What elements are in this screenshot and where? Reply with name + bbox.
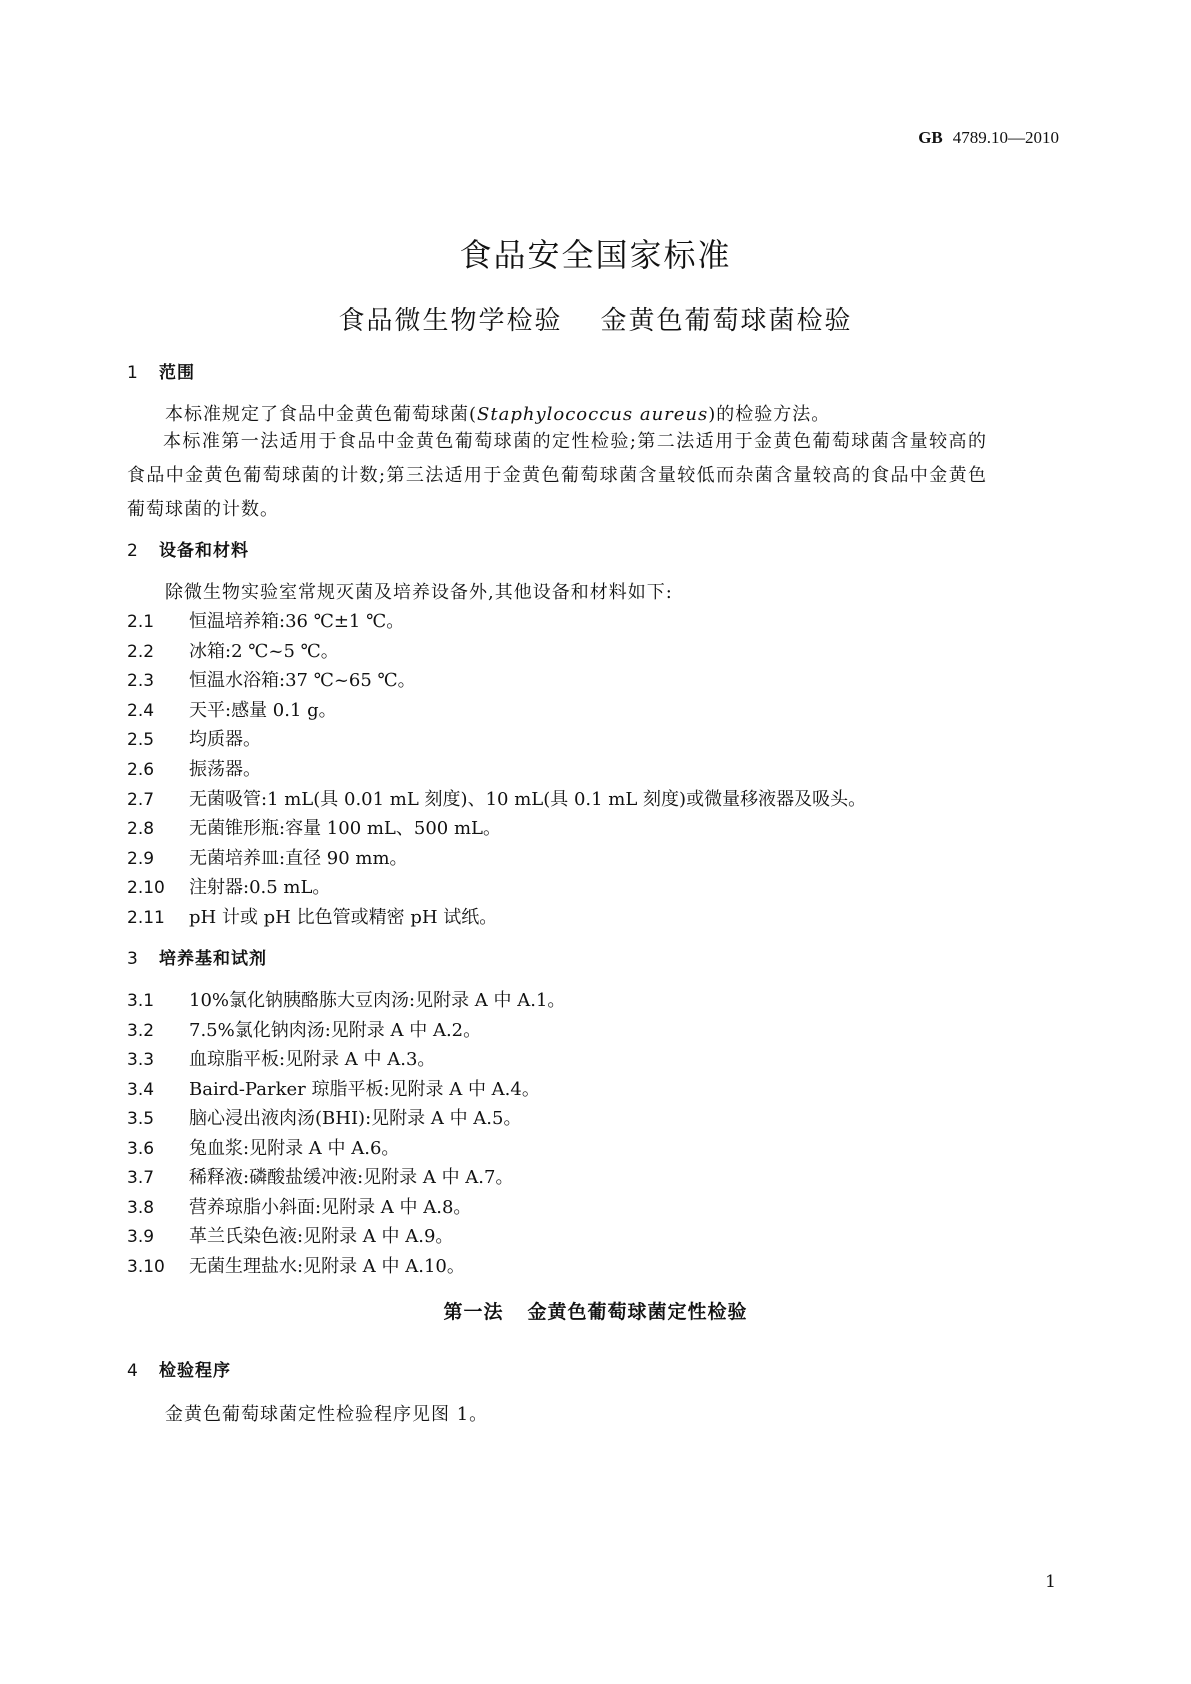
page-title: 食品安全国家标准 — [459, 236, 732, 274]
section-4-paragraph-1: 金黄色葡萄球菌定性检验程序见图 1。 — [165, 1404, 489, 1425]
list-item — [127, 814, 501, 840]
item-text: Baird-Parker 琼脂平板:见附录 A 中 A.4。 — [189, 1078, 540, 1100]
item-number: 3.8 — [127, 1197, 155, 1218]
section-number: 1 — [127, 363, 139, 383]
list-item — [127, 1134, 399, 1160]
item-number: 2.11 — [127, 908, 165, 928]
item-number: 2.6 — [127, 760, 155, 780]
item-text: 无菌吸管:1 mL(具 0.01 mL 刻度)、10 mL(具 0.1 mL 刻度)或微量移液器及吸头。 — [189, 788, 867, 810]
item-text: 无菌锥形瓶:容量 100 mL、500 mL。 — [189, 818, 501, 840]
list-item — [127, 844, 408, 870]
section-number: 4 — [127, 1361, 139, 1381]
standard-number — [918, 128, 1059, 148]
item-number: 3.3 — [127, 1050, 155, 1070]
item-text: 无菌培养皿:直径 90 mm。 — [189, 847, 408, 869]
page-subtitle — [0, 300, 1191, 337]
list-item — [127, 755, 261, 781]
list-item — [127, 1163, 513, 1189]
section-title: 范围 — [159, 363, 195, 383]
item-number: 2.4 — [127, 700, 155, 721]
list-item — [127, 903, 497, 929]
standard-code: 4789.10—2010 — [952, 128, 1059, 147]
section-title: 设备和材料 — [159, 541, 249, 561]
item-number: 3.7 — [127, 1168, 155, 1188]
list-item — [127, 725, 261, 751]
item-text: 恒温培养箱:36 ℃±1 ℃。 — [189, 611, 405, 632]
method-label: 第一法 — [443, 1301, 504, 1323]
section-1-paragraph-1 — [165, 400, 830, 426]
list-item — [127, 986, 565, 1012]
item-text: pH 计或 pH 比色管或精密 pH 试纸。 — [189, 907, 498, 928]
section-title: 检验程序 — [159, 1361, 231, 1381]
item-text: 营养琼脂小斜面:见附录 A 中 A.8。 — [189, 1196, 472, 1218]
list-item — [127, 696, 337, 722]
section-title: 培养基和试剂 — [159, 949, 267, 969]
item-text: 血琼脂平板:见附录 A 中 A.3。 — [189, 1049, 436, 1070]
section-2-intro: 除微生物实验室常规灭菌及培养设备外,其他设备和材料如下: — [165, 582, 673, 603]
paragraph-text: 本标准规定了食品中金黄色葡萄球菌( — [165, 404, 478, 425]
page-number: 1 — [1045, 1572, 1056, 1592]
item-text: 均质器。 — [189, 729, 261, 751]
item-number: 3.5 — [127, 1109, 155, 1129]
list-item — [127, 1104, 521, 1130]
section-number: 3 — [127, 949, 139, 969]
method-title: 金黄色葡萄球菌定性检验 — [527, 1301, 748, 1323]
section-1-heading — [127, 358, 195, 383]
item-number: 3.2 — [127, 1020, 155, 1041]
item-number: 3.1 — [127, 991, 155, 1011]
item-text: 冰箱:2 ℃~5 ℃。 — [189, 640, 339, 662]
item-number: 2.7 — [127, 789, 155, 810]
item-number: 2.1 — [127, 612, 155, 632]
list-item — [127, 1016, 481, 1042]
list-item — [127, 637, 339, 663]
item-number: 3.9 — [127, 1227, 155, 1247]
item-number: 3.6 — [127, 1138, 155, 1159]
item-number: 2.10 — [127, 878, 165, 899]
section-number: 2 — [127, 541, 139, 561]
section-4-heading — [127, 1356, 231, 1381]
item-number: 2.2 — [127, 641, 155, 662]
item-text: 注射器:0.5 mL。 — [189, 877, 331, 899]
item-text: 10%氯化钠胰酪胨大豆肉汤:见附录 A 中 A.1。 — [189, 990, 566, 1011]
method-1-heading — [0, 1297, 1191, 1324]
item-number: 2.9 — [127, 848, 155, 869]
item-number: 2.5 — [127, 730, 155, 751]
item-number: 2.3 — [127, 671, 155, 692]
list-item — [127, 607, 404, 633]
item-text: 稀释液:磷酸盐缓冲液:见附录 A 中 A.7。 — [189, 1167, 514, 1188]
item-text: 兔血浆:见附录 A 中 A.6。 — [189, 1137, 400, 1159]
list-item — [127, 785, 866, 811]
standard-prefix: GB — [918, 128, 943, 147]
list-item — [127, 666, 416, 692]
item-text: 无菌生理盐水:见附录 A 中 A.10。 — [189, 1255, 465, 1277]
section-3-heading — [127, 944, 267, 969]
item-text: 7.5%氯化钠肉汤:见附录 A 中 A.2。 — [189, 1019, 482, 1041]
list-item — [127, 1045, 435, 1071]
item-text: 革兰氏染色液:见附录 A 中 A.9。 — [189, 1226, 454, 1247]
item-text: 恒温水浴箱:37 ℃~65 ℃。 — [189, 670, 416, 692]
list-item — [127, 1252, 465, 1278]
item-text: 脑心浸出液肉汤(BHI):见附录 A 中 A.5。 — [189, 1108, 522, 1129]
section-1-paragraph-2: 本标准第一法适用于食品中金黄色葡萄球菌的定性检验;第二法适用于金黄色葡萄球菌含量较高的食品中金黄色葡萄球菌的计数;第三法适用于金黄色葡萄球菌含量较低而杂菌含量较高的食品中金黄色葡萄球菌的计数。 — [127, 431, 987, 520]
item-text: 振荡器。 — [189, 759, 261, 780]
list-item — [127, 873, 330, 899]
list-item — [127, 1075, 540, 1101]
subtitle-part1: 食品微生物学检验 — [338, 306, 563, 336]
latin-name: Staphylococcus aureus — [477, 404, 709, 425]
item-text: 天平:感量 0.1 g。 — [189, 699, 337, 721]
paragraph-text: )的检验方法。 — [708, 404, 831, 425]
item-number: 3.4 — [127, 1079, 155, 1100]
section-2-heading — [127, 536, 249, 561]
subtitle-part2: 金黄色葡萄球菌检验 — [600, 306, 853, 336]
item-number: 3.10 — [127, 1256, 165, 1277]
item-number: 2.8 — [127, 819, 155, 840]
list-item — [127, 1193, 471, 1219]
list-item — [127, 1222, 453, 1248]
